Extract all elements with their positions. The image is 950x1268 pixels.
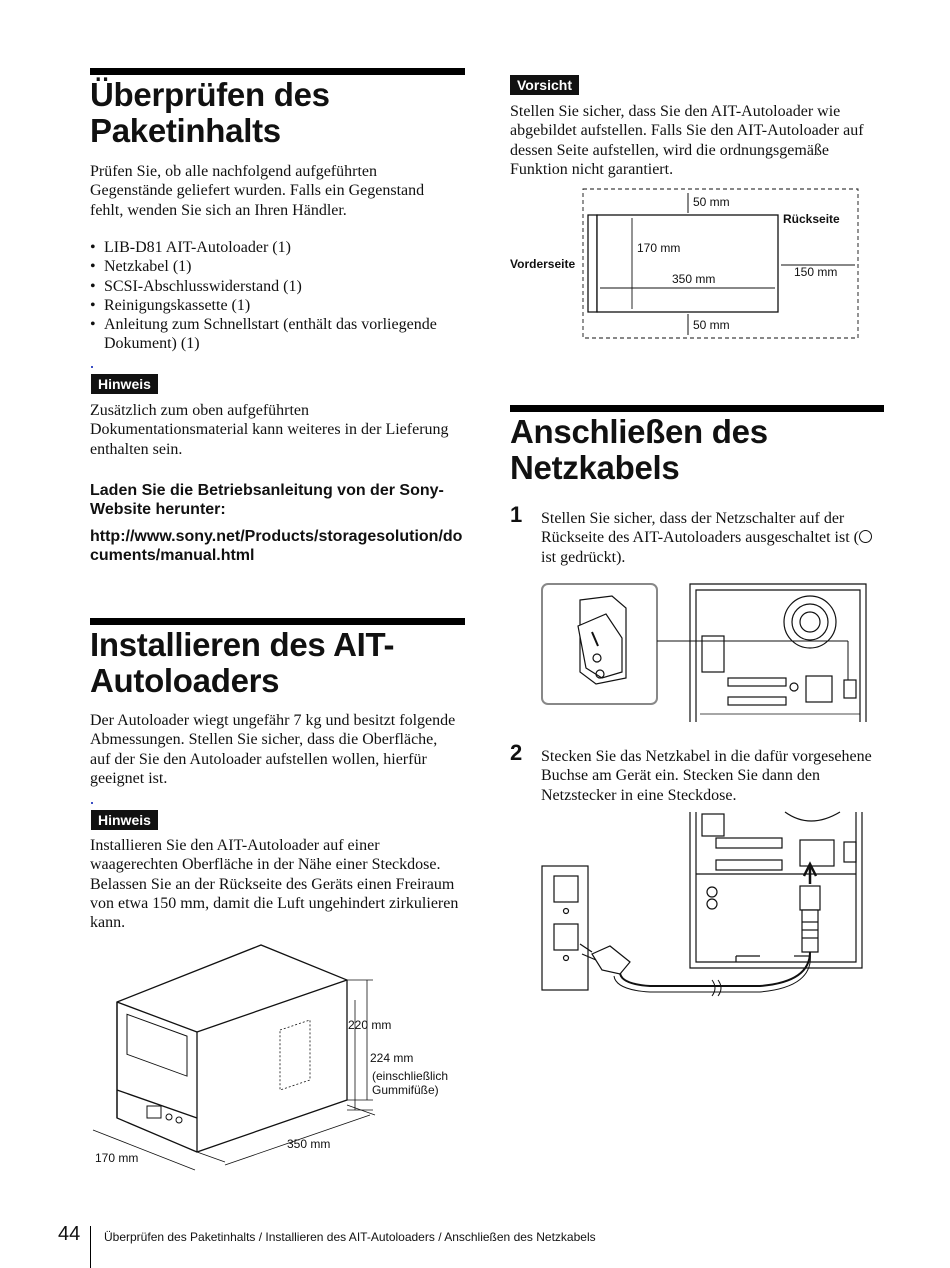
list-item: • Anleitung zum Schnellstart (enthält das vorliegende Dokument) (1): [90, 315, 465, 354]
section-title-install: Installieren des AIT- Autoloaders: [90, 626, 395, 699]
power-cable-figure: [540, 812, 868, 1002]
manual-url-link[interactable]: http://www.sony.net/Products/storagesolution/documents/manual.html: [90, 528, 463, 564]
install-note-text: Installieren Sie den AIT-Autoloader auf einer waagerechten Oberfläche in der Nähe einer Steckdose. Belassen Sie an der Rückseite des Geräts einen Freiraum von etwa 150 mm, damit die Luft ungehindert zirkulieren kann.: [90, 837, 459, 932]
height-label: 170 mm: [637, 241, 681, 255]
margin-mark: [91, 802, 93, 804]
circle-off-icon: [859, 530, 872, 543]
list-item: • Reinigungskassette (1): [90, 296, 465, 315]
install-intro: Der Autoloader wiegt ungefähr 7 kg und besitzt folgende Abmessungen. Stellen Sie sicher, dass die Oberfläche, auf der Sie den Autoloader aufstellen wollen, hierfür geeignet ist.: [90, 712, 456, 787]
list-item: • Netzkabel (1): [90, 257, 465, 276]
dim-height-feet-label: 224 mm: [370, 1051, 414, 1065]
step-text: Stecken Sie das Netzkabel in die dafür vorgesehene Buchse am Gerät ein. Stecken Sie dann den Netzstecker in eine Steckdose.: [541, 748, 872, 804]
back-side-label: Rückseite: [783, 212, 840, 226]
section-title-power: Anschließen des Netzkabels: [510, 413, 768, 486]
clearance-top-label: 50 mm: [693, 195, 730, 209]
clearance-bottom-label: 50 mm: [693, 318, 730, 332]
front-side-label: Vorderseite: [510, 257, 576, 271]
package-intro: Prüfen Sie, ob alle nachfolgend aufgeführten Gegenstände geliefert wurden. Falls ein Gegenstand fehlt, wenden Sie sich an Ihren Händler.: [90, 163, 425, 219]
section-rule: [90, 68, 465, 75]
note-badge: Hinweis: [91, 374, 158, 394]
footer-breadcrumb: Überprüfen des Paketinhalts / Installieren des AIT-Autoloaders / Anschließen des Netzkabels: [104, 1230, 596, 1244]
dim-height-feet-note: Gummifüße): [372, 1083, 439, 1097]
length-label: 350 mm: [672, 272, 716, 286]
margin-mark: [91, 366, 93, 368]
download-heading: Laden Sie die Betriebsanleitung von der Sony-Website herunter:: [90, 482, 444, 518]
list-item: • LIB-D81 AIT-Autoloader (1): [90, 238, 465, 257]
dim-depth-label: 350 mm: [287, 1137, 331, 1151]
caution-badge: Vorsicht: [510, 75, 579, 95]
dim-height-feet-note: (einschließlich: [372, 1069, 449, 1083]
footer-divider: [90, 1226, 91, 1268]
dim-width-label: 170 mm: [95, 1151, 139, 1165]
rear-clearance-label: 150 mm: [794, 265, 838, 279]
section-rule: [90, 618, 465, 625]
package-items-list: [90, 238, 465, 354]
section-rule: [510, 405, 884, 412]
dim-height-label: 220 mm: [348, 1018, 392, 1032]
power-switch-figure: [540, 582, 868, 724]
step-number: 2: [510, 740, 523, 765]
clearance-diagram: [505, 185, 865, 345]
step-number: 1: [510, 502, 523, 527]
note-badge: Hinweis: [91, 810, 158, 830]
step-text: Stellen Sie sicher, dass der Netzschalter auf der Rückseite des AIT-Autoloaders ausgeschaltet ist ( ist gedrückt).: [541, 509, 886, 567]
list-item: • SCSI-Abschlusswiderstand (1): [90, 277, 465, 296]
page-number: 44: [58, 1223, 81, 1245]
autoloader-dimensions-figure: [85, 940, 475, 1180]
caution-text: Stellen Sie sicher, dass Sie den AIT-Autoloader wie abgebildet aufstellen. Falls Sie den AIT-Autoloader auf dessen Seite aufstellen, wird die ordnungsgemäße Funktion nicht garantiert.: [510, 103, 864, 178]
note-text: Zusätzlich zum oben aufgeführten Dokumentationsmaterial kann weiteres in der Lieferung enthalten sein.: [90, 402, 449, 458]
section-title-package: Überprüfen des Paketinhalts: [90, 76, 330, 149]
